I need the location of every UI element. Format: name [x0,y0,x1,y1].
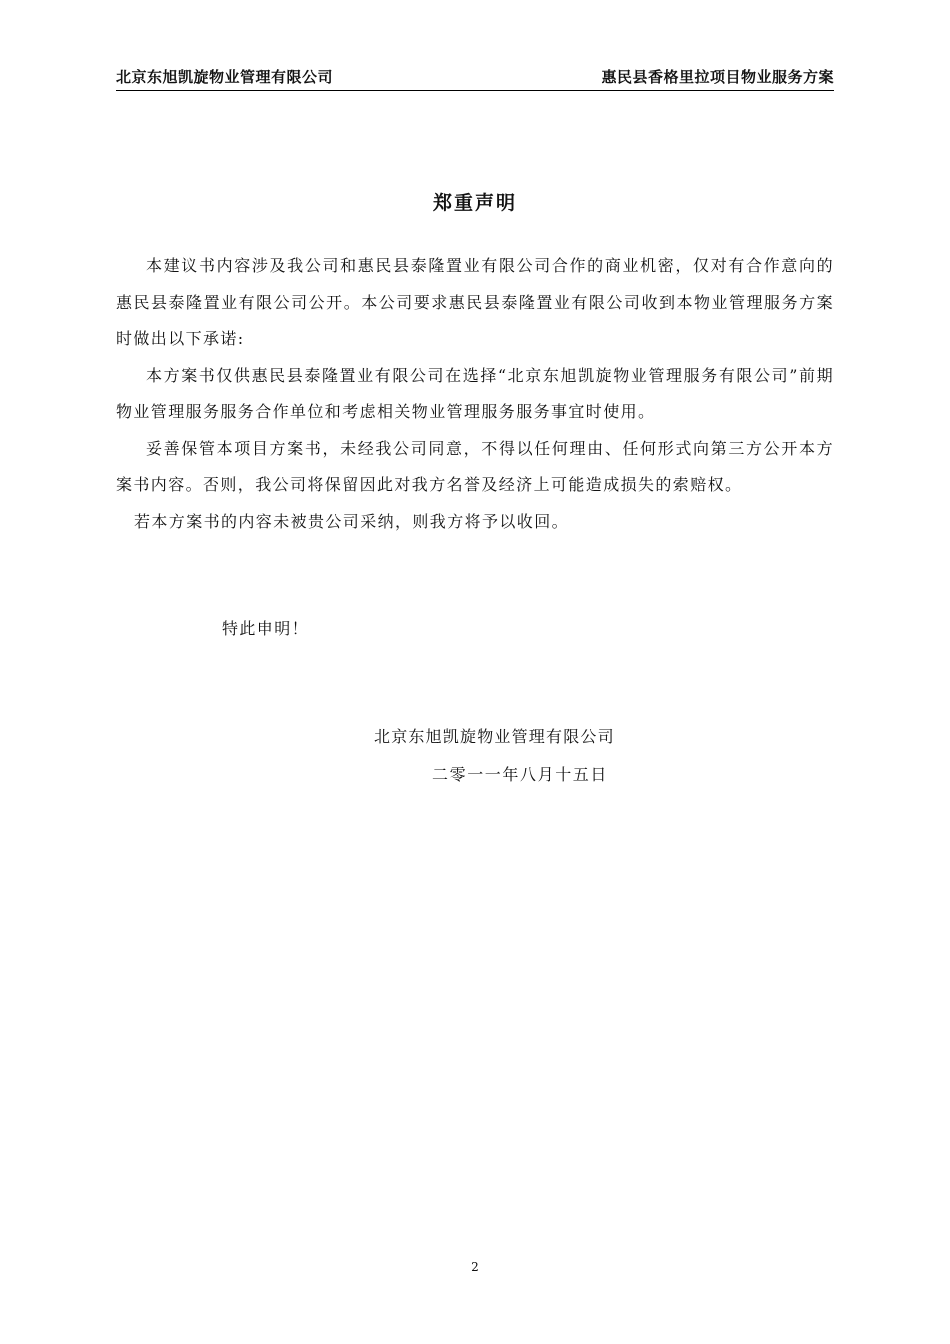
statement-body [116,248,834,540]
statement-title: 郑重声明 [432,192,517,214]
header-document-title: 惠民县香格里拉项目物业服务方案 [601,68,834,86]
page-number: 2 [471,1260,479,1274]
page-header [116,64,834,91]
paragraph-safekeeping: 妥善保管本项目方案书，未经我公司同意，不得以任何理由、任何形式向第三方公开本方案书内容。否则，我公司将保留因此对我方名誉及经济上可能造成损失的索赔权。 [116,438,834,494]
header-company-name: 北京东旭凯旋物业管理有限公司 [116,68,334,86]
signature-company: 北京东旭凯旋物业管理有限公司 [374,727,615,746]
closing-statement: 特此申明！ [222,619,310,638]
paragraph-usage: 本方案书仅供惠民县泰隆置业有限公司在选择“北京东旭凯旋物业管理服务有限公司”前期物业管理服务服务合作单位和考虑相关物业管理服务服务事宜时使用。 [116,365,834,421]
signature-date: 二零一一年八月十五日 [432,765,609,784]
paragraph-confidentiality: 本建议书内容涉及我公司和惠民县泰隆置业有限公司合作的商业机密，仅对有合作意向的惠民县泰隆置业有限公司公开。本公司要求惠民县泰隆置业有限公司收到本物业管理服务方案时做出以下承诺: [116,256,834,348]
paragraph-return: 若本方案书的内容未被贵公司采纳，则我方将予以收回。 [134,511,570,531]
